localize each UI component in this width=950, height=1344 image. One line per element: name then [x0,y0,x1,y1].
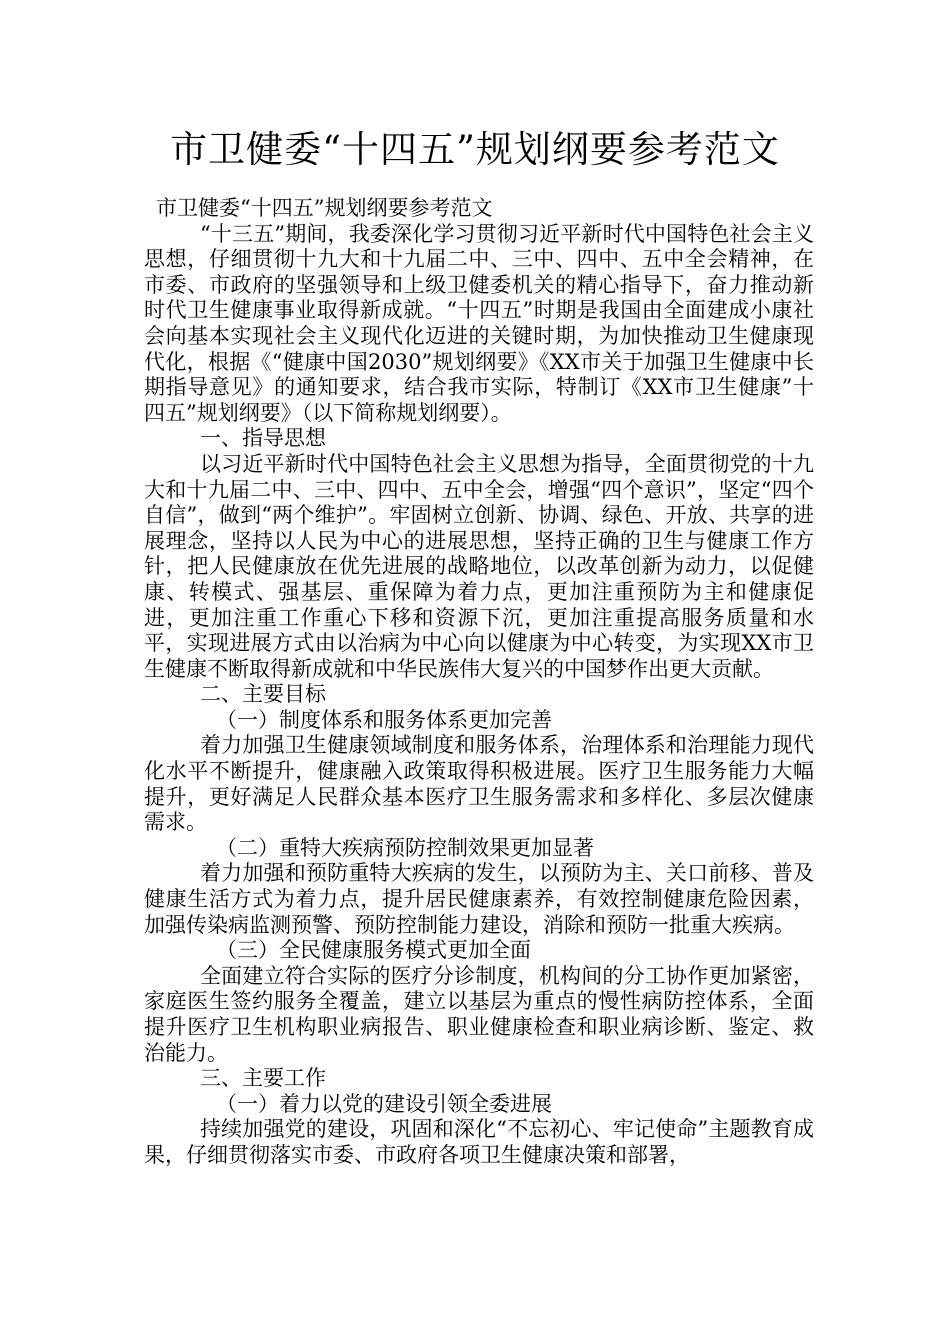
guiding-paragraph: 以习近平新时代中国特色社会主义思想为指导，全面贯彻党的十九大和十九届二中、三中、四中、五中全会，增强“四个意识”，坚定“四个自信”，做到“两个维护”。牢固树立创新、协调、绿色、开放、共享的进展理念，坚持以人民为中心的进展思想，坚持正确的卫生与健康工作方针，把人民健康放在优先进展的战略地位，以改革创新为动力，以促健康、转模式、强基层、重保障为着力点，更加注重预防为主和健康促进，更加注重工作重心下移和资源下沉，更加注重提高服务质量和水平，实现进展方式由以治病为中心向以健康为中心转变，为实现XX市卫生健康不断取得新成就和中华民族伟大复兴的中国梦作出更大贡献。 [144,451,814,681]
document-subtitle: 市卫健委“十四五”规划纲要参考范文 [156,196,493,220]
section-heading-work: 三、主要工作 [200,1066,326,1091]
goal2-paragraph: 着力加强和预防重特大疾病的发生，以预防为主、关口前移、普及健康生活方式为着力点，提升居民健康素养，有效控制健康危险因素，加强传染病监测预警、预防控制能力建设，消除和预防一批重大疾病。 [144,861,814,937]
goal1-paragraph: 着力加强卫生健康领域制度和服务体系，治理体系和治理能力现代化水平不断提升，健康融入政策取得积极进展。医疗卫生服务能力大幅提升，更好满足人民群众基本医疗卫生服务需求和多样化、多层次健康需求。 [144,733,814,835]
intro-paragraph: “十三五”期间，我委深化学习贯彻习近平新时代中国特色社会主义思想，仔细贯彻十九大和十九届二中、三中、四中、五中全会精神，在市委、市政府的坚强领导和上级卫健委机关的精心指导下，奋力推动新时代卫生健康事业取得新成就。“十四五”时期是我国由全面建成小康社会向基本实现社会主义现代化迈进的关键时期，为加快推动卫生健康现代化，根据《“健康中国2030”规划纲要》《XX市关于加强卫生健康中长期指导意见》的通知要求，结合我市实际，特制订《XX市卫生健康”十四五”规划纲要》（以下简称规划纲要）。 [144,221,814,425]
document-title: 市卫健委“十四五”规划纲要参考范文 [170,128,780,171]
work1-paragraph: 持续加强党的建设，巩固和深化“不忘初心、牢记使命”主题教育成果，仔细贯彻落实市委、市政府各项卫生健康决策和部署， [144,1117,814,1167]
section-heading-guiding: 一、指导思想 [200,426,326,451]
goal3-paragraph: 全面建立符合实际的医疗分诊制度，机构间的分工协作更加紧密，家庭医生签约服务全覆盖，建立以基层为重点的慢性病防控体系，全面提升医疗卫生机构职业病报告、职业健康检查和职业病诊断、鉴定、救治能力。 [144,963,814,1065]
document-body [144,196,814,1169]
subsection-heading-goal1: （一）制度体系和服务体系更加完善 [216,707,552,732]
subsection-heading-work1: （一）着力以党的建设引领全委进展 [216,1091,552,1116]
section-heading-goals: 二、主要目标 [200,682,326,707]
subsection-heading-goal2: （二）重特大疾病预防控制效果更加显著 [216,835,594,860]
subsection-heading-goal3: （三）全民健康服务模式更加全面 [216,938,531,963]
